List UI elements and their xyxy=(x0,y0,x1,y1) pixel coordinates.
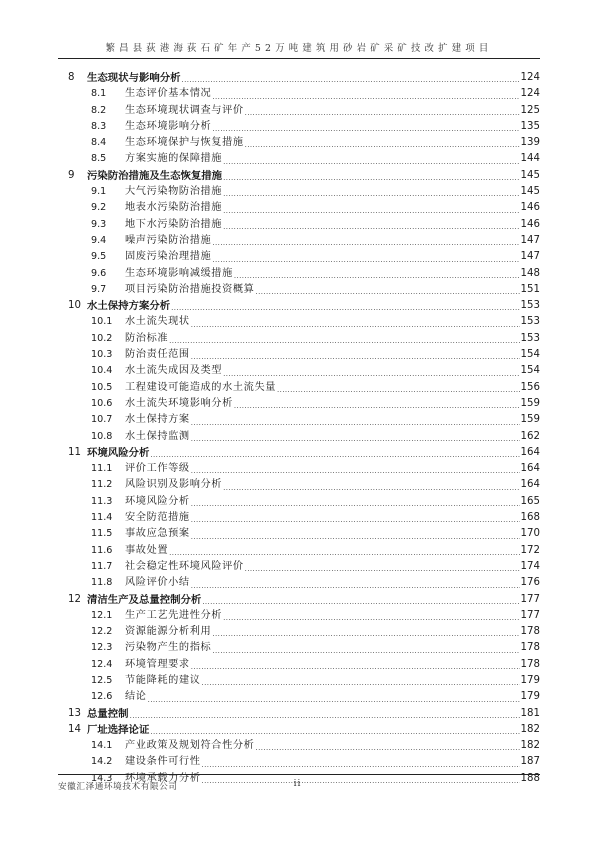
toc-entry-page: 148 xyxy=(520,267,540,279)
toc-dot-leader xyxy=(234,396,520,412)
toc-entry-number: 10.4 xyxy=(91,365,113,377)
toc-entry-title: 建设条件可行性 xyxy=(125,756,201,768)
toc-dot-leader xyxy=(234,266,520,282)
toc-entry-page: 125 xyxy=(520,104,540,116)
toc-section-entry[interactable] xyxy=(68,461,540,477)
toc-section-entry[interactable] xyxy=(68,657,540,673)
toc-section-entry[interactable] xyxy=(68,233,540,249)
toc-dot-leader xyxy=(212,86,519,102)
toc-entry-page: 164 xyxy=(520,446,540,458)
toc-entry-title: 产业政策及规划符合性分析 xyxy=(125,740,255,752)
toc-entry-page: 181 xyxy=(520,707,540,719)
toc-entry-page: 145 xyxy=(520,169,540,181)
toc-entry-title: 生产工艺先进性分析 xyxy=(125,609,223,621)
toc-entry-number: 14.1 xyxy=(91,740,113,752)
toc-entry-number: 10.1 xyxy=(91,316,113,328)
toc-entry-number: 9.1 xyxy=(91,186,107,198)
toc-entry-number: 8.1 xyxy=(91,88,107,100)
toc-dot-leader xyxy=(169,543,519,559)
toc-entry-number: 12.2 xyxy=(91,626,113,638)
toc-entry-number: 9.6 xyxy=(91,267,107,279)
toc-section-entry[interactable] xyxy=(68,347,540,363)
toc-section-entry[interactable] xyxy=(68,266,540,282)
toc-section-entry[interactable] xyxy=(68,477,540,493)
toc-entry-title: 生态环境影响分析 xyxy=(125,120,212,132)
toc-section-entry[interactable] xyxy=(68,200,540,216)
footer-rule xyxy=(58,774,540,775)
toc-section-entry[interactable] xyxy=(68,380,540,396)
toc-section-entry[interactable] xyxy=(68,575,540,591)
toc-entry-number: 9.4 xyxy=(91,234,107,246)
toc-dot-leader xyxy=(255,738,519,754)
toc-entry-title: 生态现状与影响分析 xyxy=(87,72,181,84)
table-of-contents xyxy=(68,70,540,787)
toc-entry-page: 139 xyxy=(520,137,540,149)
toc-dot-leader xyxy=(277,380,520,396)
toc-entry-title: 污染防治措施及生态恢复措施 xyxy=(87,169,223,182)
toc-dot-leader xyxy=(191,526,520,542)
toc-dot-leader xyxy=(245,135,520,151)
toc-section-entry[interactable] xyxy=(68,282,540,298)
toc-dot-leader xyxy=(191,510,520,526)
toc-entry-page: 179 xyxy=(520,674,540,686)
toc-section-entry[interactable] xyxy=(68,249,540,265)
toc-entry-number: 10.5 xyxy=(91,381,113,393)
toc-entry-title: 生态环境保护与恢复措施 xyxy=(125,137,244,149)
toc-dot-leader xyxy=(212,640,519,656)
toc-dot-leader xyxy=(202,754,520,770)
toc-section-entry[interactable] xyxy=(68,526,540,542)
toc-entry-page: 124 xyxy=(520,72,540,83)
toc-entry-title: 风险评价小结 xyxy=(125,577,190,589)
toc-entry-page: 187 xyxy=(520,756,540,768)
toc-entry-page: 154 xyxy=(520,365,540,377)
toc-entry-title: 水土保持方案分析 xyxy=(87,300,171,313)
toc-entry-number: 12.5 xyxy=(91,674,113,686)
toc-dot-leader xyxy=(130,706,520,722)
toc-entry-page: 146 xyxy=(520,218,540,230)
toc-section-entry[interactable] xyxy=(68,494,540,510)
toc-section-entry[interactable] xyxy=(68,184,540,200)
toc-entry-page: 159 xyxy=(520,414,540,426)
toc-entry-number: 14.2 xyxy=(91,756,113,768)
toc-entry-title: 水土流失环境影响分析 xyxy=(125,397,233,409)
toc-section-entry[interactable] xyxy=(68,559,540,575)
toc-entry-number: 8.4 xyxy=(91,137,107,149)
toc-section-entry[interactable] xyxy=(68,151,540,167)
toc-entry-title: 工程建设可能造成的水土流失量 xyxy=(125,381,277,393)
toc-entry-page: 174 xyxy=(520,560,540,572)
toc-entry-title: 防治责任范围 xyxy=(125,349,190,361)
toc-entry-number: 12 xyxy=(68,593,81,605)
toc-entry-page: 164 xyxy=(520,463,540,475)
toc-entry-title: 资源能源分析利用 xyxy=(125,626,212,638)
toc-entry-number: 11.7 xyxy=(91,560,113,572)
toc-chapter-entry[interactable] xyxy=(68,168,540,184)
toc-entry-page: 178 xyxy=(520,658,540,670)
toc-entry-title: 水土保持监测 xyxy=(125,430,190,442)
toc-entry-page: 162 xyxy=(520,430,540,442)
toc-chapter-entry[interactable] xyxy=(68,445,540,461)
toc-entry-title: 生态环境影响减缓措施 xyxy=(125,267,233,279)
toc-entry-page: 144 xyxy=(520,153,540,165)
toc-dot-leader xyxy=(191,461,520,477)
toc-entry-page: 145 xyxy=(520,186,540,198)
toc-section-entry[interactable] xyxy=(68,396,540,412)
toc-dot-leader xyxy=(191,412,520,428)
toc-entry-page: 159 xyxy=(520,397,540,409)
toc-chapter-entry[interactable] xyxy=(68,706,540,722)
toc-entry-title: 节能降耗的建议 xyxy=(125,674,201,686)
toc-entry-number: 8.3 xyxy=(91,120,107,132)
toc-entry-number: 11.2 xyxy=(91,479,113,491)
toc-entry-title: 环境风险分析 xyxy=(125,495,190,507)
toc-entry-title: 项目污染防治措施投资概算 xyxy=(125,283,255,295)
toc-entry-page: 153 xyxy=(520,316,540,328)
toc-entry-number: 14.3 xyxy=(91,772,113,784)
toc-section-entry[interactable] xyxy=(68,86,540,102)
toc-entry-page: 176 xyxy=(520,577,540,589)
toc-dot-leader xyxy=(223,151,519,167)
toc-entry-number: 10.2 xyxy=(91,332,113,344)
toc-entry-title: 风险识别及影响分析 xyxy=(125,479,223,491)
toc-entry-number: 13 xyxy=(68,707,81,719)
toc-entry-title: 地表水污染防治措施 xyxy=(125,202,223,214)
toc-section-entry[interactable] xyxy=(68,543,540,559)
toc-dot-leader xyxy=(171,298,519,314)
toc-dot-leader xyxy=(212,233,519,249)
toc-entry-page: 165 xyxy=(520,495,540,507)
toc-entry-page: 154 xyxy=(520,349,540,361)
toc-entry-page: 182 xyxy=(520,723,540,735)
toc-dot-leader xyxy=(191,657,520,673)
toc-dot-leader xyxy=(223,200,519,216)
toc-entry-title: 水土流失成因及类型 xyxy=(125,365,223,377)
toc-entry-title: 噪声污染防治措施 xyxy=(125,234,212,246)
toc-dot-leader xyxy=(245,103,520,119)
toc-dot-leader xyxy=(223,217,519,233)
toc-section-entry[interactable] xyxy=(68,217,540,233)
toc-dot-leader xyxy=(202,592,519,608)
toc-entry-title: 清洁生产及总量控制分析 xyxy=(87,593,202,606)
toc-section-entry[interactable] xyxy=(68,119,540,135)
toc-entry-number: 10 xyxy=(68,300,81,312)
toc-entry-page: 153 xyxy=(520,300,540,312)
toc-entry-page: 156 xyxy=(520,381,540,393)
toc-entry-page: 179 xyxy=(520,691,540,703)
toc-chapter-entry[interactable] xyxy=(68,70,540,86)
toc-entry-page: 153 xyxy=(520,332,540,344)
toc-entry-title: 污染物产生的指标 xyxy=(125,642,212,654)
toc-section-entry[interactable] xyxy=(68,624,540,640)
toc-entry-number: 9.2 xyxy=(91,202,107,214)
toc-chapter-entry[interactable] xyxy=(68,298,540,314)
toc-entry-number: 10.6 xyxy=(91,397,113,409)
toc-section-entry[interactable] xyxy=(68,510,540,526)
toc-dot-leader xyxy=(223,477,519,493)
toc-dot-leader xyxy=(191,314,520,330)
toc-entry-title: 环境承载力分析 xyxy=(125,772,201,784)
toc-section-entry[interactable] xyxy=(68,640,540,656)
toc-entry-page: 188 xyxy=(520,772,540,784)
toc-dot-leader xyxy=(223,184,519,200)
toc-dot-leader xyxy=(191,347,520,363)
toc-dot-leader xyxy=(169,331,519,347)
toc-entry-title: 社会稳定性环境风险评价 xyxy=(125,560,244,572)
header-rule xyxy=(58,58,540,59)
toc-entry-title: 总量控制 xyxy=(87,707,129,720)
toc-entry-page: 135 xyxy=(520,120,540,132)
toc-entry-page: 164 xyxy=(520,479,540,491)
toc-entry-page: 124 xyxy=(520,88,540,100)
toc-dot-leader xyxy=(182,70,520,86)
toc-entry-number: 8.2 xyxy=(91,104,107,116)
toc-entry-page: 177 xyxy=(520,593,540,605)
toc-dot-leader xyxy=(212,249,519,265)
toc-entry-number: 12.3 xyxy=(91,642,113,654)
toc-entry-number: 11.8 xyxy=(91,577,113,589)
toc-section-entry[interactable] xyxy=(68,689,540,705)
toc-entry-number: 11.1 xyxy=(91,463,113,475)
toc-entry-title: 环境管理要求 xyxy=(125,658,190,670)
toc-entry-title: 方案实施的保障措施 xyxy=(125,153,223,165)
toc-dot-leader xyxy=(223,608,519,624)
toc-section-entry[interactable] xyxy=(68,412,540,428)
toc-entry-number: 9.3 xyxy=(91,218,107,230)
toc-section-entry[interactable] xyxy=(68,608,540,624)
footer-company: 安徽汇泽通环境技术有限公司 xyxy=(58,782,178,792)
toc-entry-page: 170 xyxy=(520,528,540,540)
toc-entry-title: 固废污染治理措施 xyxy=(125,251,212,263)
toc-section-entry[interactable] xyxy=(68,103,540,119)
toc-entry-title: 地下水污染防治措施 xyxy=(125,218,223,230)
toc-entry-number: 10.7 xyxy=(91,414,113,426)
toc-entry-page: 147 xyxy=(520,234,540,246)
toc-entry-title: 安全防范措施 xyxy=(125,512,190,524)
toc-entry-page: 146 xyxy=(520,202,540,214)
toc-entry-title: 生态环境现状调查与评价 xyxy=(125,104,244,116)
toc-dot-leader xyxy=(191,575,520,591)
toc-entry-number: 8.5 xyxy=(91,153,107,165)
toc-entry-number: 12.1 xyxy=(91,609,113,621)
toc-section-entry[interactable] xyxy=(68,754,540,770)
toc-entry-title: 大气污染物防治措施 xyxy=(125,186,223,198)
toc-entry-page: 147 xyxy=(520,251,540,263)
toc-dot-leader xyxy=(223,168,519,184)
toc-entry-number: 10.8 xyxy=(91,430,113,442)
toc-dot-leader xyxy=(212,119,519,135)
toc-entry-page: 178 xyxy=(520,642,540,654)
toc-entry-number: 11.5 xyxy=(91,528,113,540)
toc-entry-number: 9.7 xyxy=(91,283,107,295)
toc-entry-title: 生态评价基本情况 xyxy=(125,88,212,100)
toc-entry-number: 11.3 xyxy=(91,495,113,507)
running-header: 繁昌县荻港海荻石矿年产52万吨建筑用砂岩矿采矿技改扩建项目 xyxy=(105,43,493,54)
toc-entry-title: 事故应急预案 xyxy=(125,528,190,540)
toc-entry-number: 9 xyxy=(68,169,75,181)
toc-entry-page: 182 xyxy=(520,740,540,752)
toc-entry-number: 11.4 xyxy=(91,512,113,524)
toc-entry-number: 8 xyxy=(68,72,75,83)
toc-entry-number: 12.6 xyxy=(91,691,113,703)
toc-entry-title: 水土流失现状 xyxy=(125,316,190,328)
toc-entry-title: 水土保持方案 xyxy=(125,414,190,426)
toc-entry-title: 防治标准 xyxy=(125,332,169,344)
toc-dot-leader xyxy=(212,624,519,640)
toc-section-entry[interactable] xyxy=(68,673,540,689)
toc-dot-leader xyxy=(245,559,520,575)
toc-entry-number: 10.3 xyxy=(91,349,113,361)
toc-dot-leader xyxy=(191,494,520,510)
toc-entry-title: 事故处置 xyxy=(125,544,169,556)
toc-section-entry[interactable] xyxy=(68,738,540,754)
toc-entry-page: 168 xyxy=(520,512,540,524)
toc-section-entry[interactable] xyxy=(68,314,540,330)
toc-entry-page: 172 xyxy=(520,544,540,556)
toc-dot-leader xyxy=(150,722,519,738)
toc-entry-number: 12.4 xyxy=(91,658,113,670)
toc-entry-page: 178 xyxy=(520,626,540,638)
toc-dot-leader xyxy=(202,673,520,689)
toc-dot-leader xyxy=(148,689,520,705)
toc-entry-title: 结论 xyxy=(125,691,147,703)
toc-dot-leader xyxy=(191,429,520,445)
toc-entry-number: 9.5 xyxy=(91,251,107,263)
toc-entry-title: 评价工作等级 xyxy=(125,463,190,475)
toc-entry-title: 环境风险分析 xyxy=(87,446,150,459)
toc-section-entry[interactable] xyxy=(68,429,540,445)
toc-dot-leader xyxy=(255,282,519,298)
footer-page-number: ii xyxy=(293,779,302,789)
toc-entry-number: 11 xyxy=(68,446,81,458)
toc-chapter-entry[interactable] xyxy=(68,722,540,738)
toc-chapter-entry[interactable] xyxy=(68,592,540,608)
toc-entry-number: 14 xyxy=(68,723,81,735)
toc-section-entry[interactable] xyxy=(68,331,540,347)
toc-dot-leader xyxy=(223,363,519,379)
toc-entry-page: 177 xyxy=(520,609,540,621)
toc-entry-number: 11.6 xyxy=(91,544,113,556)
toc-section-entry[interactable] xyxy=(68,135,540,151)
toc-entry-title: 厂址选择论证 xyxy=(87,723,150,736)
toc-dot-leader xyxy=(150,445,519,461)
toc-entry-page: 151 xyxy=(520,283,540,295)
toc-section-entry[interactable] xyxy=(68,363,540,379)
